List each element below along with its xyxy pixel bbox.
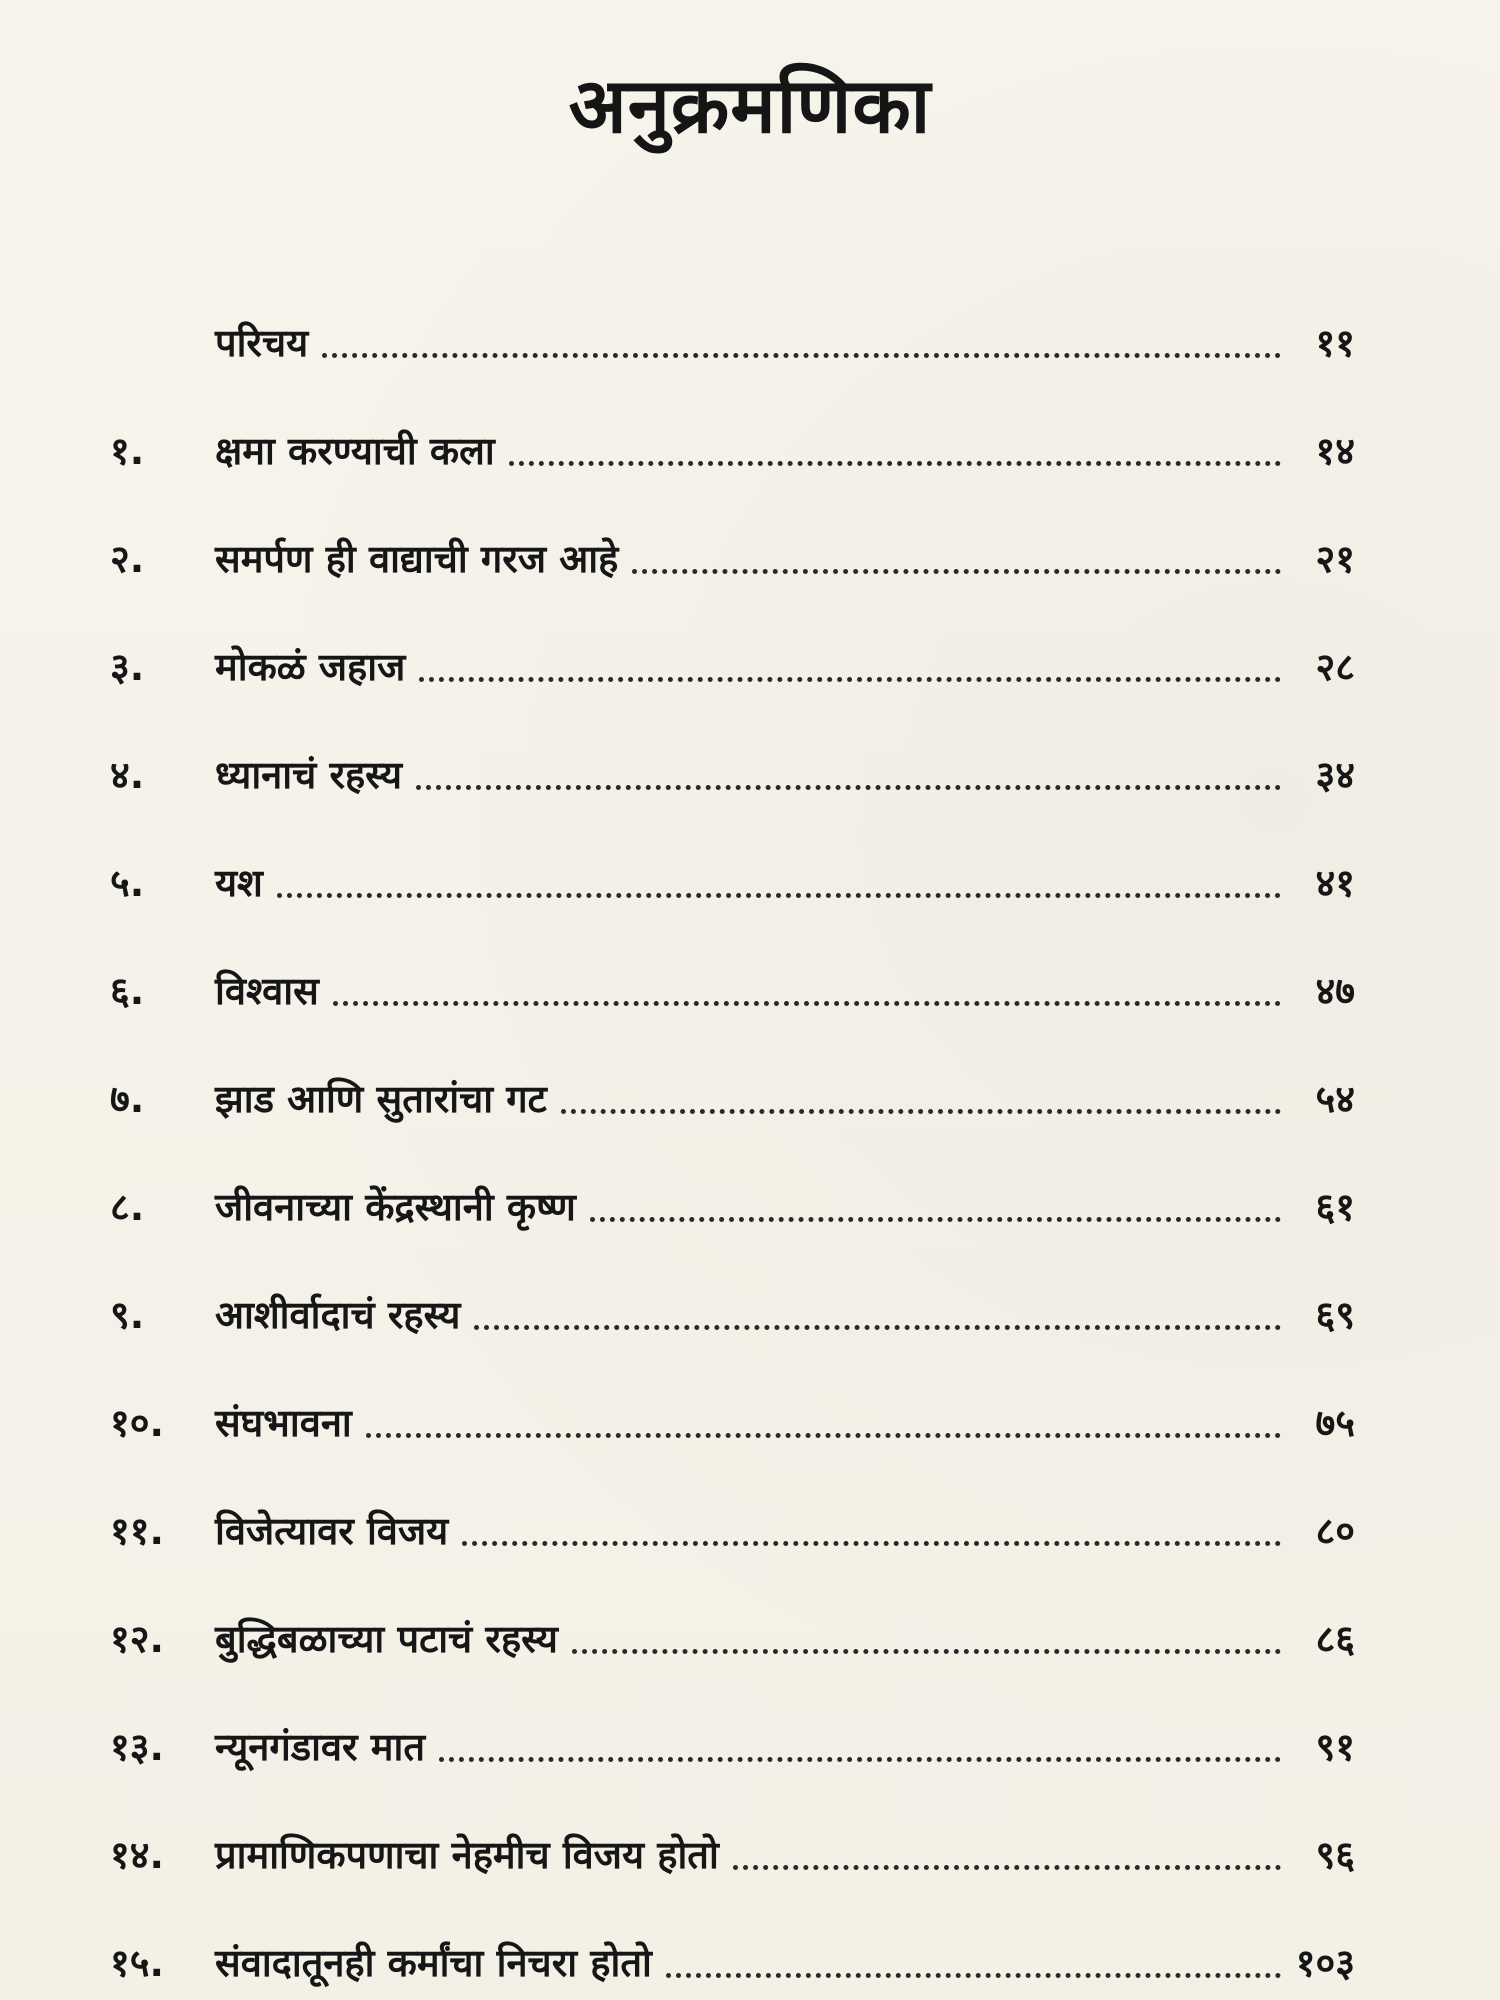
toc-entry-6 xyxy=(110,908,1355,1016)
toc-entry-4 xyxy=(110,692,1355,800)
toc-entry-title: संवादातूनही कर्मांचा निचरा होतो xyxy=(215,1941,652,1985)
toc-entry-13 xyxy=(110,1664,1355,1772)
toc-entry-number: ८. xyxy=(110,1185,145,1229)
dot-leader xyxy=(366,1433,1281,1438)
page-title: अनुक्रमणिका xyxy=(568,61,932,150)
toc-entry-page: १०३ xyxy=(1295,1941,1355,1985)
toc-entry-number: ६. xyxy=(110,969,145,1013)
toc-entry-page: ८६ xyxy=(1315,1617,1355,1661)
toc-entry-page: ४७ xyxy=(1315,969,1355,1013)
dot-leader xyxy=(632,569,1281,574)
toc-entry-page: १४ xyxy=(1315,429,1355,473)
toc-entry-number: १५. xyxy=(110,1941,164,1985)
dot-leader xyxy=(439,1757,1281,1762)
dot-leader xyxy=(666,1973,1281,1978)
toc-entry-page: ४१ xyxy=(1315,861,1355,905)
dot-leader xyxy=(733,1865,1281,1870)
toc-entry-number: १. xyxy=(110,429,145,473)
toc-entry-title: बुद्धिबळाच्या पटाचं रहस्य xyxy=(215,1617,558,1661)
toc-entry-number: १४. xyxy=(110,1833,164,1877)
toc-entry-page: ७५ xyxy=(1315,1401,1355,1445)
dot-leader xyxy=(322,353,1281,358)
dot-leader xyxy=(416,785,1281,790)
toc-entry-title: विजेत्यावर विजय xyxy=(215,1509,449,1553)
toc-entry-title: प्रामाणिकपणाचा नेहमीच विजय होतो xyxy=(215,1833,719,1877)
toc-entry-12 xyxy=(110,1556,1355,1664)
toc-entry-number: ५. xyxy=(110,861,145,905)
toc-entry-page: ३४ xyxy=(1315,753,1355,797)
toc-entry-number: १२. xyxy=(110,1617,164,1661)
toc-entry-title: मोकळं जहाज xyxy=(215,645,406,689)
toc-entry-14 xyxy=(110,1772,1355,1880)
toc-entry-15 xyxy=(110,1880,1355,1988)
toc-entry-5 xyxy=(110,800,1355,908)
toc-entry-title: परिचय xyxy=(215,321,309,365)
dot-leader xyxy=(561,1109,1281,1114)
dot-leader xyxy=(333,1001,1281,1006)
toc-entry-title: जीवनाच्या केंद्रस्थानी कृष्ण xyxy=(215,1185,576,1229)
toc-entry-number: ९. xyxy=(110,1293,145,1337)
toc-entry-page: ८० xyxy=(1315,1509,1355,1553)
toc-entry-number: १३. xyxy=(110,1725,164,1769)
dot-leader xyxy=(590,1217,1281,1222)
toc-entry-title: समर्पण ही वाद्याची गरज आहे xyxy=(215,537,619,581)
toc-entry-page: ६१ xyxy=(1315,1185,1355,1229)
toc-entry-number: ११. xyxy=(110,1509,164,1553)
toc-entry-intro xyxy=(110,260,1355,368)
toc-entry-10 xyxy=(110,1340,1355,1448)
toc-entry-number: ७. xyxy=(110,1077,145,1121)
toc-entry-number: ३. xyxy=(110,645,145,689)
toc-entry-page: ५४ xyxy=(1315,1077,1355,1121)
toc-entry-title: झाड आणि सुतारांचा गट xyxy=(215,1077,547,1121)
dot-leader xyxy=(462,1541,1281,1546)
table-of-contents xyxy=(110,260,1355,1988)
toc-entry-11 xyxy=(110,1448,1355,1556)
toc-entry-7 xyxy=(110,1016,1355,1124)
toc-entry-title: संघभावना xyxy=(215,1401,352,1445)
toc-entry-page: ६९ xyxy=(1315,1293,1355,1337)
toc-entry-page: २८ xyxy=(1315,645,1355,689)
toc-entry-number: ४. xyxy=(110,753,145,797)
toc-entry-title: ध्यानाचं रहस्य xyxy=(215,753,403,797)
toc-entry-page: ९१ xyxy=(1315,1725,1355,1769)
toc-entry-number: १०. xyxy=(110,1401,164,1445)
toc-entry-title: न्यूनगंडावर मात xyxy=(215,1725,426,1769)
toc-entry-title: विश्वास xyxy=(215,969,319,1013)
toc-entry-page: ९६ xyxy=(1315,1833,1355,1877)
toc-entry-title: क्षमा करण्याची कला xyxy=(215,429,495,473)
dot-leader xyxy=(572,1649,1281,1654)
toc-entry-2 xyxy=(110,476,1355,584)
toc-entry-page: २१ xyxy=(1315,537,1355,581)
toc-entry-page: ११ xyxy=(1315,321,1355,365)
dot-leader xyxy=(419,677,1281,682)
toc-entry-3 xyxy=(110,584,1355,692)
dot-leader xyxy=(277,893,1281,898)
toc-entry-title: यश xyxy=(215,861,263,905)
dot-leader xyxy=(509,461,1281,466)
toc-entry-title: आशीर्वादाचं रहस्य xyxy=(215,1293,461,1337)
toc-entry-1 xyxy=(110,368,1355,476)
toc-entry-number: २. xyxy=(110,537,145,581)
dot-leader xyxy=(474,1325,1281,1330)
toc-entry-8 xyxy=(110,1124,1355,1232)
toc-entry-9 xyxy=(110,1232,1355,1340)
